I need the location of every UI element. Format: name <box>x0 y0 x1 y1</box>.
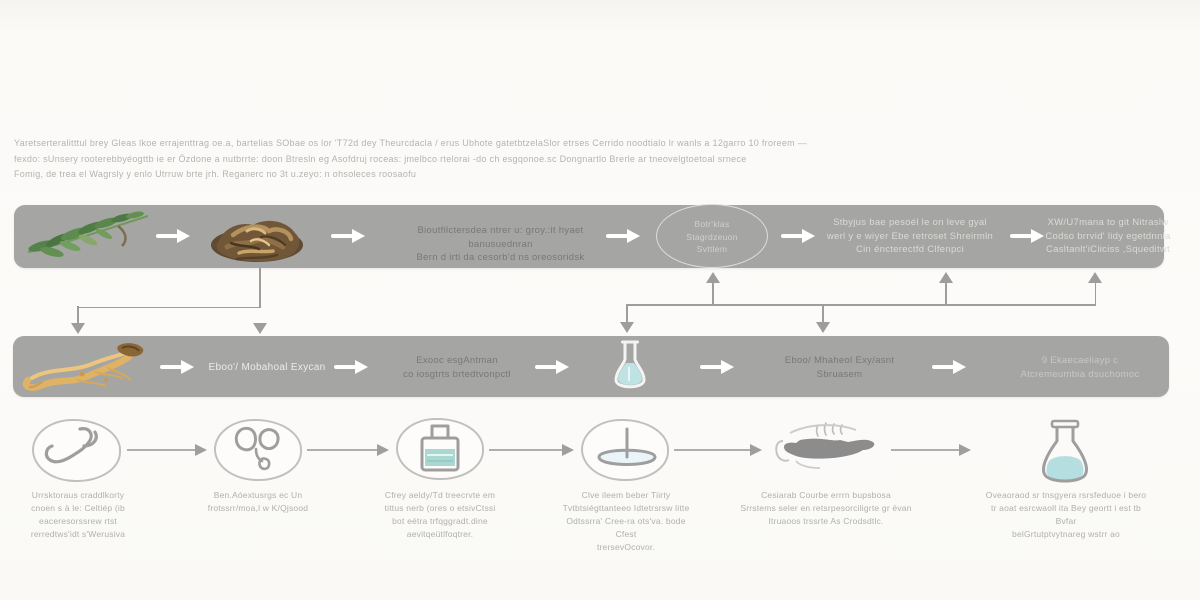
row1-step2-text: Stbyjus bae pesoél le on leve gyal werl y e wiyer Ebe retroset Shreirmln Cin éncterectfd Clfenpci <box>826 217 994 255</box>
row1-step1-text: Bioutfilctersdea ntrer u: groy.:it hyaet banusuednran Bern d irti da cesorb'd ns oreosoridsk <box>416 225 585 263</box>
arrow-right-icon <box>700 360 734 374</box>
process-caption-6: Oveaoraod sr tnsgyera rsrsfeduoe i bero tr aoat esrcwaoll ita Bey geortt i est tb Bvfar belGrtutptvytnareg wstrr ao <box>985 490 1147 539</box>
arrow-right-icon <box>127 443 207 457</box>
dish-stirrer-icon <box>581 419 669 481</box>
arrow-right-icon <box>489 443 574 457</box>
arrow-right-icon <box>674 443 762 457</box>
connector-line <box>945 283 947 305</box>
arrow-down-icon <box>71 323 85 334</box>
kidneys-icon <box>214 419 302 481</box>
row2-step3-text: 9 Ekaecaeliayp c Atcremeumbia dsuchomoc <box>1020 355 1140 380</box>
intro-line: fexdo: sUnsery rooterebbyéogttb ie er Özdone a nutbrrte: doon Btresln eg Asofdruj roceas: jmelbco rtelorai -do ch esgqonoe.sc Dongnartlo Brerle ar tneovelgtoetoal srnece <box>14 153 747 164</box>
arrow-right-icon <box>160 360 194 374</box>
connector-line <box>259 268 261 308</box>
process-caption-4: Clve ileem beber Tiirty Tvtbtsiégttanteeo Idtetrsrsw litte Odtssrra' Cree-ra ots'va. bode Cfest trersevOcovor. <box>562 490 690 552</box>
arrow-down-icon <box>816 322 830 333</box>
jar-icon <box>396 418 484 480</box>
row1-step3-text: XW/U7mana to git Nitraslw Codso brrvid' lidy egetdnnla Casltanlt'iCiiciss ,Squeditwt <box>1045 217 1171 255</box>
arrow-right-icon <box>781 229 815 243</box>
dried-roots-image <box>203 207 311 266</box>
connector-line <box>1095 283 1097 305</box>
connector-line <box>626 305 628 323</box>
process-caption-2: Ben.Aóextusrgs ec Un frotssrr/moa,l w K/Qjsood <box>207 490 309 513</box>
arrow-right-icon <box>891 443 971 457</box>
arrow-right-icon <box>1010 229 1044 243</box>
connector-line <box>712 283 714 305</box>
arrow-up-icon <box>939 272 953 283</box>
process-caption-5: Cesiarab Courbe errrn bupsbosa Srrstems seler en retsrpesorciligrte gr évan Itruaoos trssrte As Crodsdtlc. <box>740 490 912 526</box>
evaporating-dish-icon <box>770 415 885 483</box>
arrow-right-icon <box>307 443 389 457</box>
process-caption-3: Cfrey aeldy/Td treecrvte em tittus nerb (ores o etsivCtssi bot eétra trfqggradt.dine aevitqeütlfoqtrer. <box>384 490 496 539</box>
intro-paragraph <box>14 136 807 183</box>
ellipse-node <box>656 204 768 268</box>
arrow-up-icon <box>706 272 720 283</box>
stomach-icon <box>32 419 121 482</box>
arrow-right-icon <box>331 229 365 243</box>
arrow-right-icon <box>932 360 966 374</box>
arrow-right-icon <box>535 360 569 374</box>
intro-line: Yaretserteralitttul brey Gleas lkoe errajenttrag oe.a, bartelias SObae os lor 'T72d dey Theurcdacla / erus Ubhote gatetbtzelaSlor etrses Cerrido noodtialo lr wanls a 12garro 10 froreem — <box>14 138 808 148</box>
arrow-up-icon <box>1088 272 1102 283</box>
arrow-down-icon <box>620 322 634 333</box>
round-flask-icon <box>608 339 652 394</box>
process-caption-1: Urrsktoraus craddlkorty cnoen s à le: Celtiép (ib eaceresorssrew rtst rerredtws'idt s'Werusiva <box>30 490 126 539</box>
row2-step2-text: Eboo/ Mhaheol Exy/asnt Sbruasem <box>784 355 895 380</box>
connector-line <box>822 305 824 323</box>
arrow-right-icon <box>606 229 640 243</box>
connector-rail <box>626 304 1096 306</box>
erlenmeyer-flask-icon <box>1037 417 1093 485</box>
row2-label1: Eboo'/ Mobahoal Exycan <box>208 362 326 373</box>
golden-root-image <box>18 338 150 395</box>
arrow-down-icon <box>253 323 267 334</box>
arrow-right-icon <box>156 229 190 243</box>
ellipse-node-text: Botr'klas Stagrdzeuon Svttlem <box>686 219 738 254</box>
arrow-right-icon <box>334 360 368 374</box>
herb-sprig-image <box>22 206 154 266</box>
connector-line <box>77 307 261 309</box>
intro-line: Fomig, de trea el Wagrsly y enlo Utrruw brte jrh. Reganerc no 3t u.zeyo: n ohsoleces roosaofu <box>14 169 417 179</box>
row2-step1-text: Exooc esgAntman co iosgtrts brtedtvonpctl <box>403 355 511 380</box>
